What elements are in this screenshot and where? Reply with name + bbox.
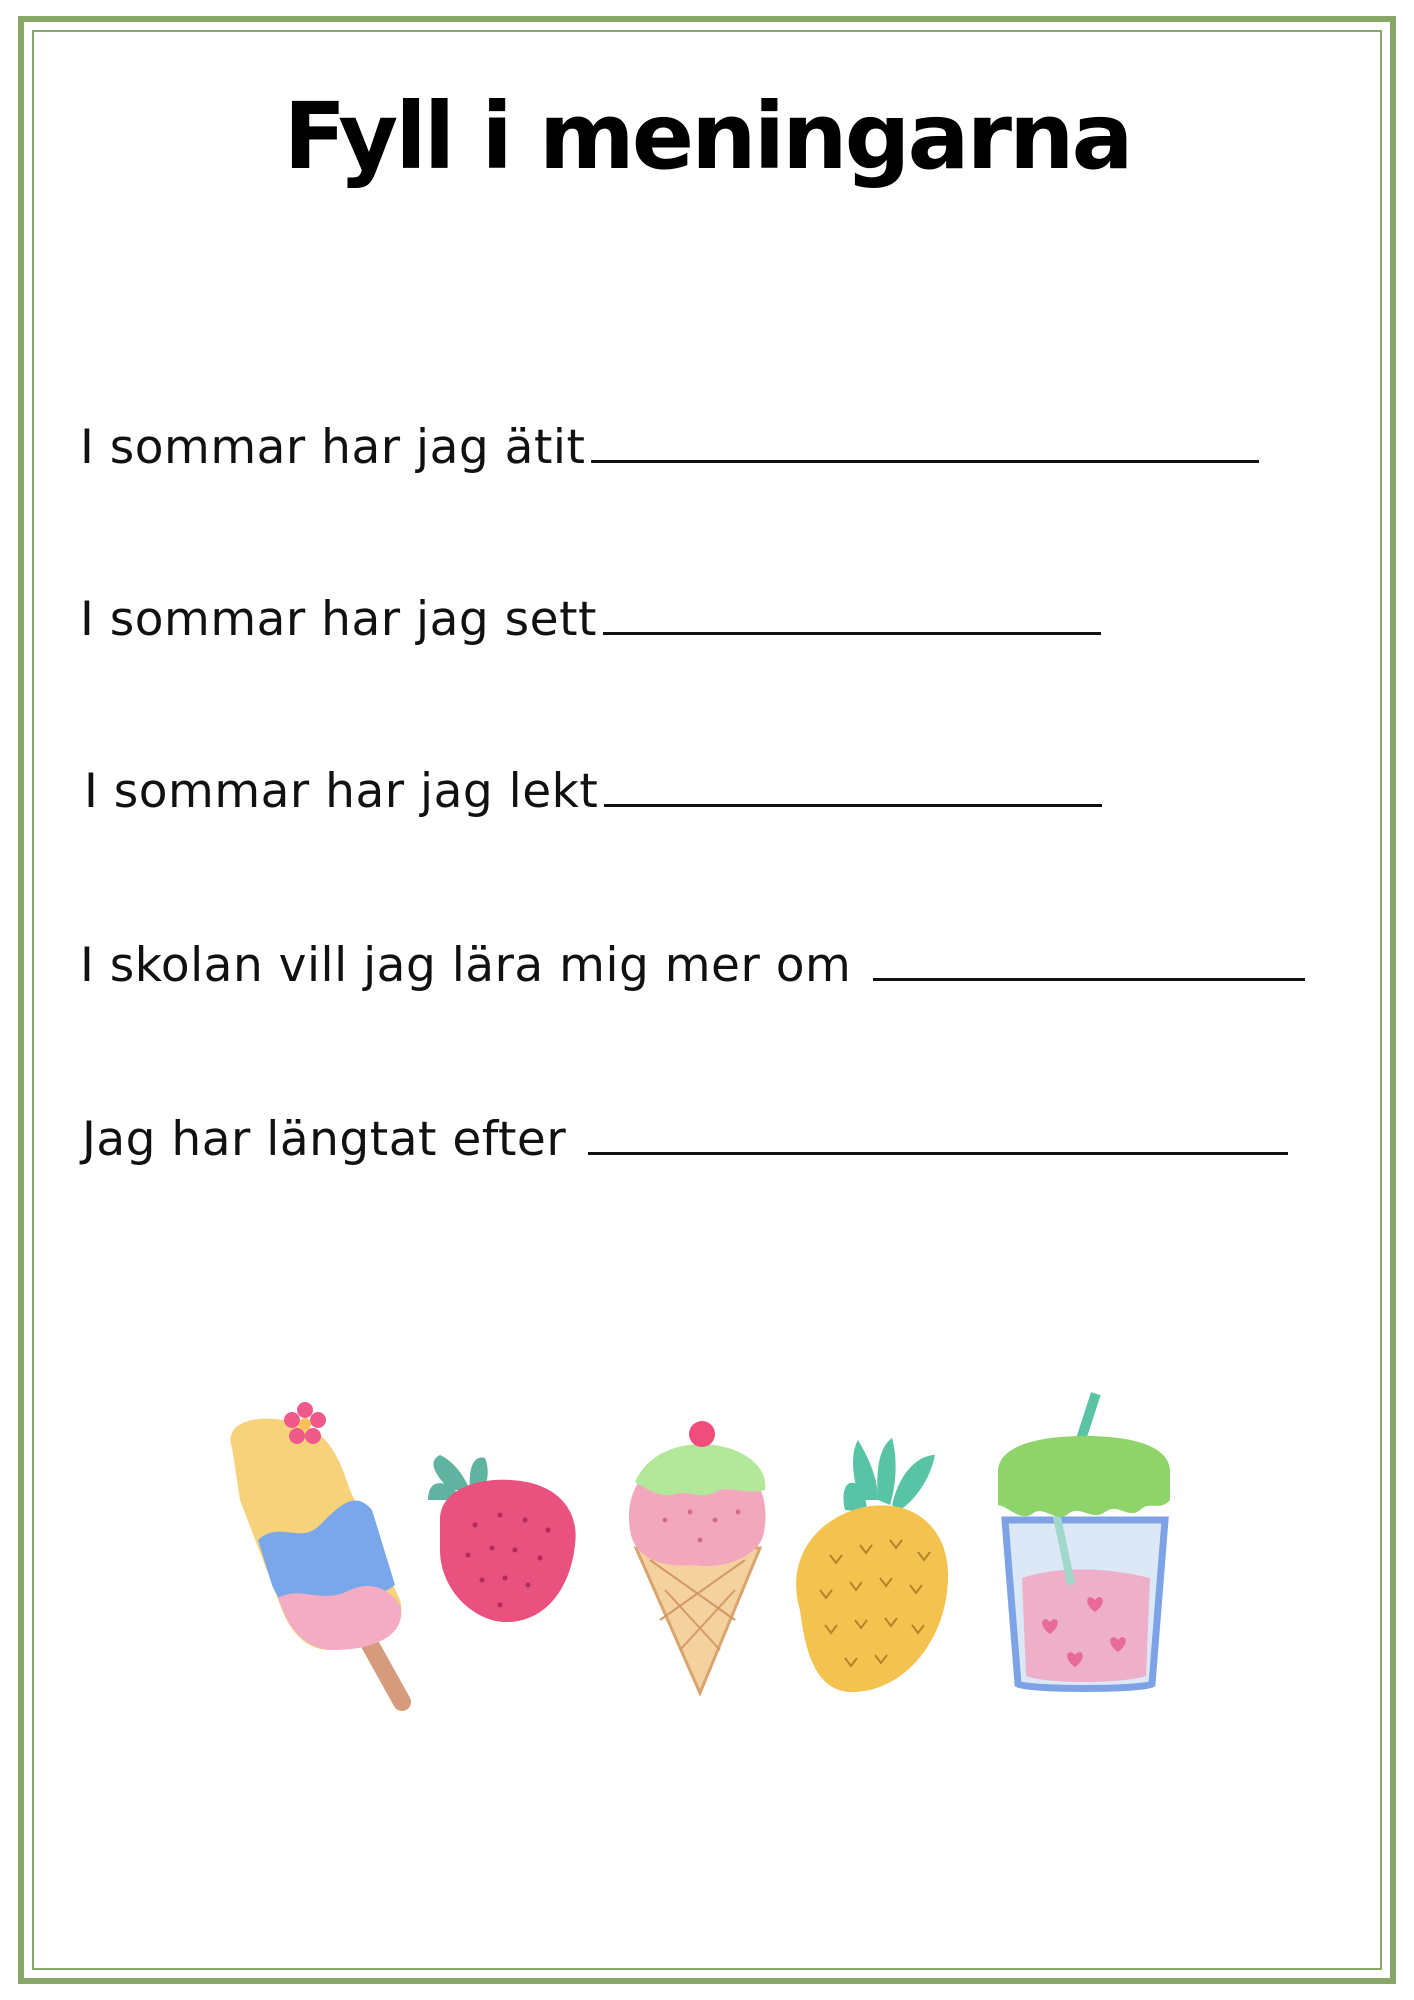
answer-blank[interactable]: [591, 452, 1259, 463]
answer-blank[interactable]: [873, 970, 1305, 981]
answer-blank[interactable]: [603, 624, 1101, 635]
popsicle-icon: [230, 1402, 402, 1702]
sentence-prompt: I skolan vill jag lära mig mer om: [80, 938, 867, 993]
ice-cream-cone-icon: [629, 1421, 766, 1693]
pineapple-icon: [796, 1438, 948, 1692]
summer-treats-illustration: [0, 1370, 1414, 1730]
sentence-prompt: I sommar har jag ätit: [80, 420, 586, 475]
sentence-played: [84, 762, 1102, 822]
smoothie-cup-icon: [998, 1392, 1170, 1688]
sentence-prompt: I sommar har jag lekt: [84, 764, 599, 819]
answer-blank[interactable]: [588, 1144, 1288, 1155]
sentence-eaten: [80, 418, 1259, 478]
sentence-school: [80, 936, 1305, 996]
worksheet-title: Fyll i meningarna: [283, 83, 1131, 190]
answer-blank[interactable]: [604, 796, 1102, 807]
sentence-prompt: Jag har längtat efter: [82, 1112, 582, 1167]
strawberry-icon: [428, 1455, 576, 1622]
sentence-prompt: I sommar har jag sett: [80, 592, 597, 647]
sentence-longed: [82, 1110, 1288, 1170]
sentence-seen: [80, 590, 1101, 650]
